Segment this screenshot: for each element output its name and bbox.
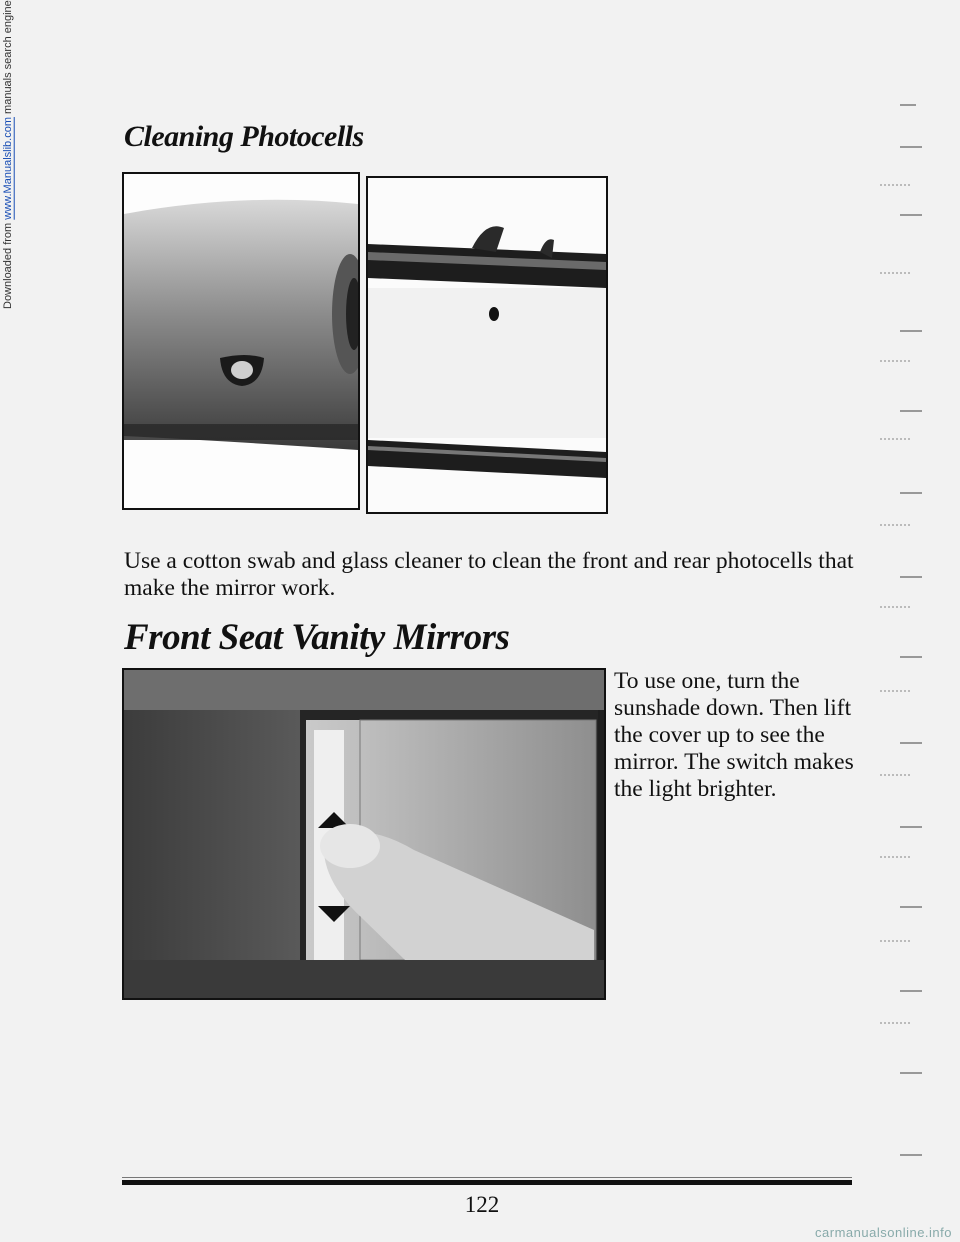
page-number: 122 <box>464 1192 500 1217</box>
watermark-text: carmanualsonline.info <box>815 1225 952 1240</box>
mirror-front-illustration <box>124 174 358 508</box>
vanity-mirror-photo <box>122 668 606 1000</box>
download-source-label: Downloaded from www.Manualslib.com manuals search engine <box>2 0 14 309</box>
photocell-front-photo <box>122 172 360 510</box>
footer-rule <box>122 1180 852 1185</box>
cleaning-instructions-text: Use a cotton swab and glass cleaner to clean the front and rear photocells that make the mirror work. <box>124 548 854 601</box>
manualslib-link[interactable]: www.Manualslib.com <box>2 116 14 220</box>
vanity-mirror-instructions-text: To use one, turn the sunshade down. Then lift the cover up to see the mirror. The switch makes the light brighter. <box>614 668 854 802</box>
footer-rule-thin <box>122 1177 852 1178</box>
section-title-cleaning-photocells: Cleaning Photocells <box>124 120 364 153</box>
vanity-mirror-switch-illustration <box>124 670 604 998</box>
photocell-rear-photo <box>366 176 608 514</box>
mirror-rear-illustration <box>368 178 606 512</box>
section-title-vanity-mirrors: Front Seat Vanity Mirrors <box>124 617 510 658</box>
